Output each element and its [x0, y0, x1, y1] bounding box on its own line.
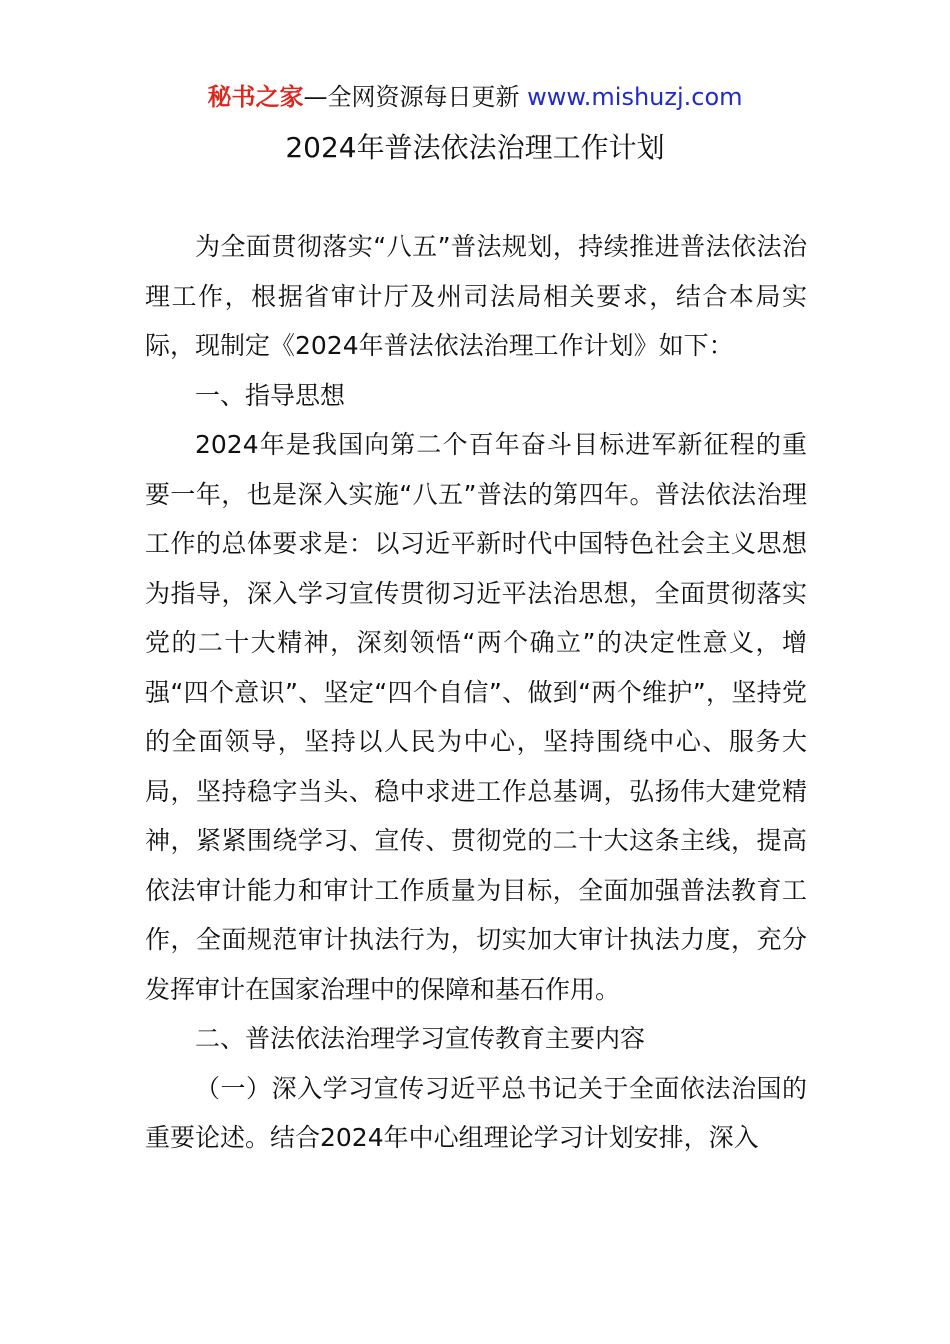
guiding-thought-paragraph: 2024年是我国向第二个百年奋斗目标进军新征程的重要一年，也是深入实施“八五”普法的第四年。普法依法治理工作的总体要求是：以习近平新时代中国特色社会主义思想为指导，深入学习宣传贯彻习近平法治思想，全面贯彻落实党的二十大精神，深刻领悟“两个确立”的决定性意义，增强“四个意识”、坚定“四个自信”、做到“两个维护”，坚持党的全面领导，坚持以人民为中心，坚持围绕中心、服务大局，坚持稳字当头、稳中求进工作总基调，弘扬伟大建党精神，紧紧围绕学习、宣传、贯彻党的二十大这条主线，提高依法审计能力和审计工作质量为目标，全面加强普法教育工作，全面规范审计执法行为，切实加大审计执法力度，充分发挥审计在国家治理中的保障和基石作用。: [145, 430, 807, 1004]
site-slogan: —全网资源每日更新: [303, 83, 520, 111]
site-brand: 秘书之家: [207, 83, 304, 111]
subsection-paragraph-1: （一）深入学习宣传习近平总书记关于全面依法治国的重要论述。结合2024年中心组理论学习计划安排，深入: [145, 1073, 807, 1152]
document-body: [145, 222, 807, 1163]
section-heading-guiding-thought: 一、指导思想: [195, 380, 346, 410]
section-heading-main-content: 二、普法依法治理学习宣传教育主要内容: [195, 1024, 646, 1053]
document-title: 2024年普法依法治理工作计划: [285, 131, 665, 164]
site-url-link[interactable]: www.mishuzj.com: [527, 83, 743, 111]
intro-paragraph: 为全面贯彻落实“八五”普法规划，持续推进普法依法治理工作，根据省审计厅及州司法局相关要求，结合本局实际，现制定《2024年普法依法治理工作计划》如下：: [145, 232, 807, 360]
site-header: [0, 80, 950, 114]
